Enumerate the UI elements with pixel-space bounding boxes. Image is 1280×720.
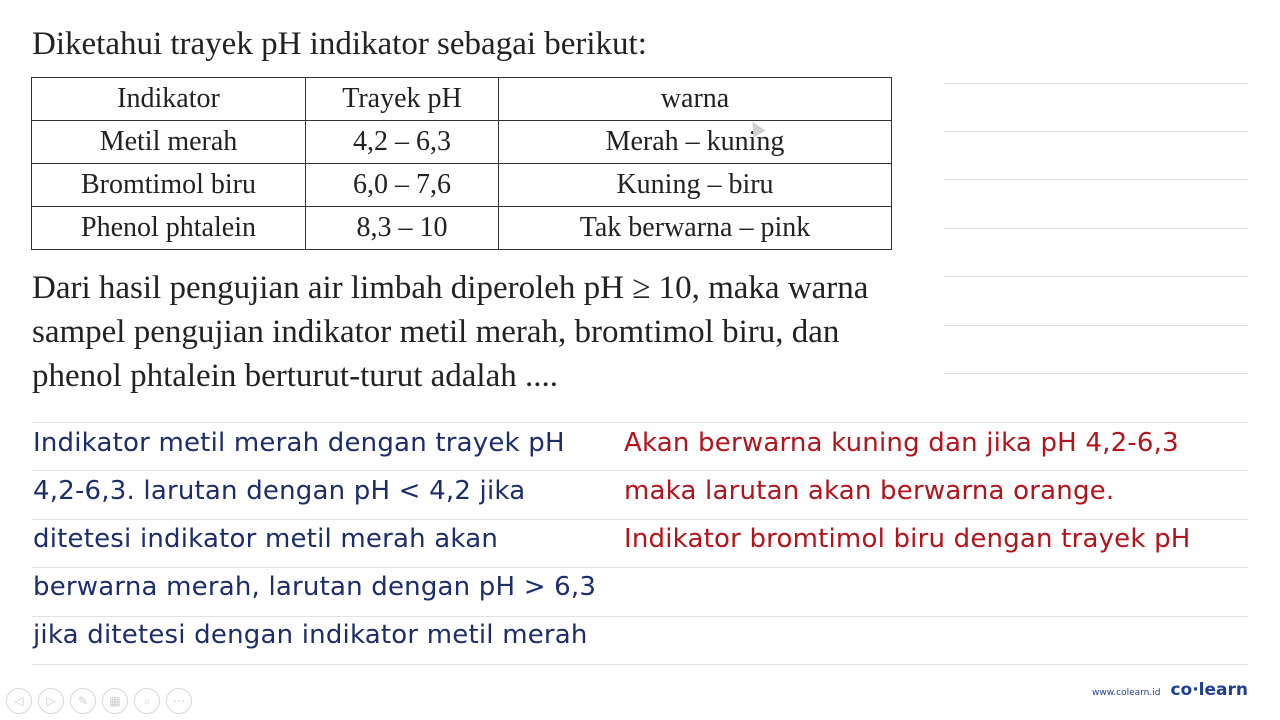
- note-line: Indikator bromtimol biru dengan trayek pH: [624, 524, 1191, 554]
- note-line: maka larutan akan berwarna orange.: [624, 476, 1115, 506]
- brand-url: www.colearn.id: [1092, 688, 1161, 698]
- table-row: [32, 207, 892, 250]
- indicator-table: [31, 77, 892, 250]
- question-line: phenol phtalein berturut-turut adalah ....: [32, 358, 559, 394]
- table-cell: Metil merah: [32, 121, 306, 164]
- more-icon[interactable]: ⋯: [166, 688, 192, 714]
- player-toolbar: [6, 688, 192, 714]
- brand-logo: co·learn: [1170, 680, 1248, 700]
- handwritten-notes-left: [33, 419, 596, 659]
- question-line: sampel pengujian indikator metil merah, bromtimol biru, dan: [32, 314, 840, 350]
- layers-icon[interactable]: ▦: [102, 688, 128, 714]
- table-cell: Tak berwarna – pink: [499, 207, 892, 250]
- question-body: [32, 266, 952, 398]
- table-cell: 4,2 – 6,3: [306, 121, 499, 164]
- play-icon[interactable]: ▷: [38, 688, 64, 714]
- note-line: berwarna merah, larutan dengan pH > 6,3: [33, 572, 597, 602]
- table-cell: 6,0 – 7,6: [306, 164, 499, 207]
- table-header-row: [32, 78, 892, 121]
- table-row: [32, 164, 892, 207]
- table-cell: Kuning – biru: [499, 164, 892, 207]
- table-cell: Phenol phtalein: [32, 207, 306, 250]
- table-header-cell: Trayek pH: [306, 78, 499, 121]
- note-line: ditetesi indikator metil merah akan: [33, 524, 499, 554]
- table-cell: 8,3 – 10: [306, 207, 499, 250]
- note-line: Indikator metil merah dengan trayek pH: [33, 428, 565, 458]
- zoom-icon[interactable]: ⌕: [134, 688, 160, 714]
- note-line: 4,2-6,3. larutan dengan pH < 4,2 jika: [33, 476, 526, 506]
- question-line: Dari hasil pengujian air limbah diperoleh pH ≥ 10, maka warna: [32, 270, 869, 306]
- note-line: jika ditetesi dengan indikator metil merah: [33, 620, 588, 650]
- table-cell: Bromtimol biru: [32, 164, 306, 207]
- table-header-cell: warna: [499, 78, 892, 121]
- handwritten-notes-right: [624, 419, 1191, 563]
- pen-icon[interactable]: ✎: [70, 688, 96, 714]
- prev-icon[interactable]: ◁: [6, 688, 32, 714]
- question-title: Diketahui trayek pH indikator sebagai berikut:: [32, 26, 647, 62]
- note-line: Akan berwarna kuning dan jika pH 4,2-6,3: [624, 428, 1179, 458]
- brand: [1092, 680, 1248, 700]
- table-header-cell: Indikator: [32, 78, 306, 121]
- table-cell: Merah – kuning: [499, 121, 892, 164]
